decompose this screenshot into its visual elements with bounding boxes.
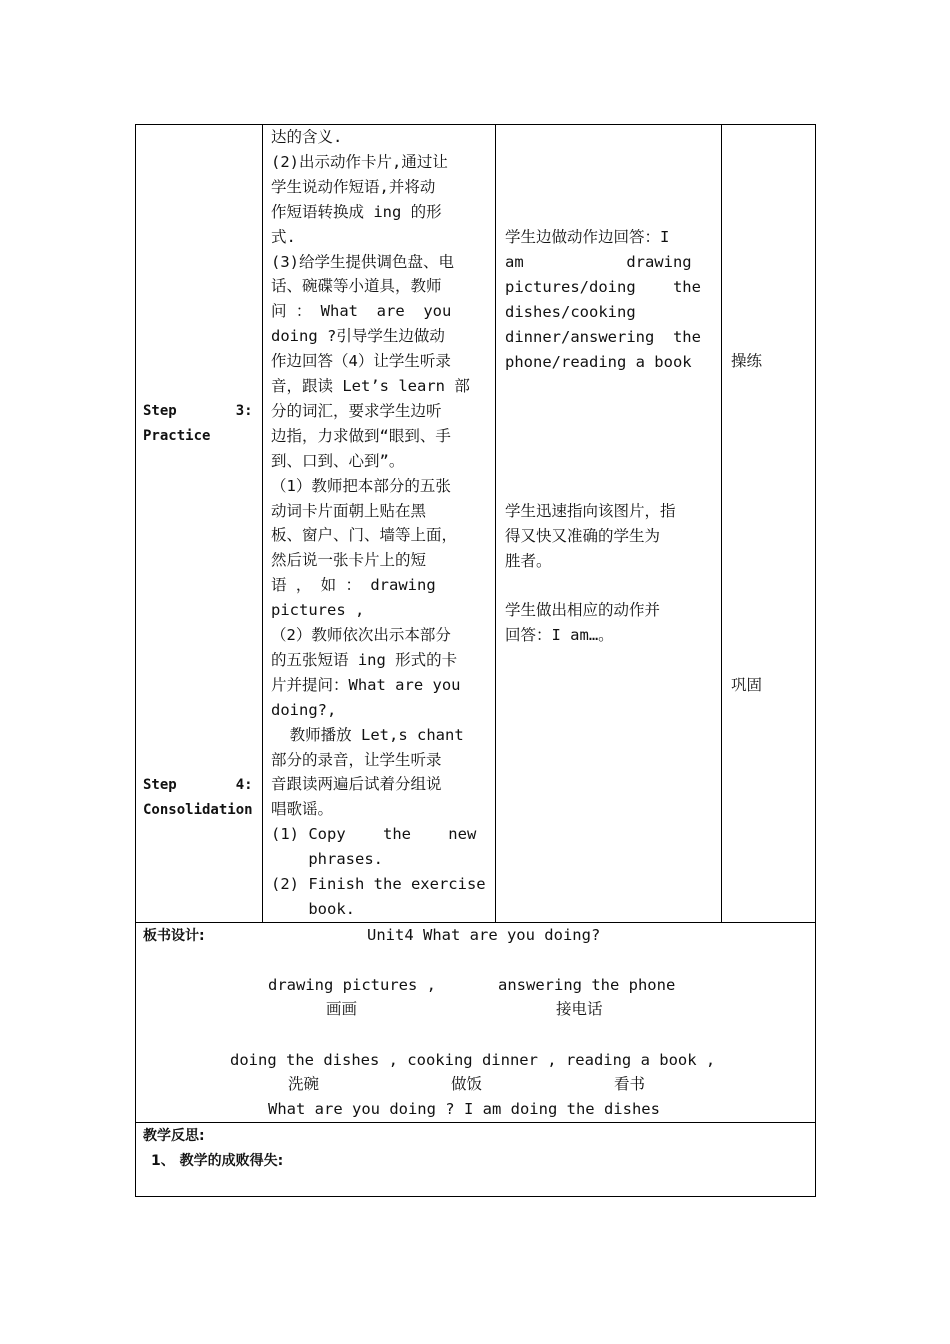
- teacher-activity-line-7: 话、碗碟等小道具，教师: [271, 277, 442, 296]
- teacher-activity-line-14: 到、口到、心到”。: [271, 451, 405, 470]
- student-activity-2-line-1: 学生迅速指向该图片，指: [505, 502, 676, 520]
- teacher-activity-line-8: 问 ： What are you: [271, 302, 452, 321]
- student-activity-1-line-4: dishes/cooking: [505, 302, 636, 321]
- teacher-activity-line-5: 式.: [271, 227, 296, 246]
- step3-label-line1: Step 3:: [143, 403, 253, 419]
- board-sentence: What are you doing ? I am doing the dishes: [268, 1100, 660, 1118]
- student-activity-1-line-6: phone/reading a book: [505, 352, 692, 371]
- column-divider-2: [495, 124, 496, 922]
- board-phrase-drawing-cn: 画画: [326, 1000, 358, 1018]
- table-border-left: [135, 124, 136, 1197]
- teacher-activity-line-10: 作边回答（4）让学生听录: [271, 352, 451, 371]
- student-activity-1-line-5: dinner/answering the: [505, 327, 701, 346]
- student-activity-1-line-3: pictures/doing the: [505, 277, 701, 296]
- board-phrase-drawing: drawing pictures ,: [268, 976, 436, 994]
- row-divider-reflection: [135, 1122, 816, 1123]
- teacher-activity-line-17: 板、窗户、门、墙等上面，: [271, 526, 458, 545]
- teacher-activity-line-25: 教师播放 Let,s chant: [271, 725, 464, 744]
- teacher-activity-line-11: 音，跟读 Let’s learn 部: [271, 377, 470, 395]
- teacher-activity-line-32: book.: [271, 899, 355, 918]
- teacher-activity-line-12: 分的词汇，要求学生边听: [271, 401, 442, 420]
- table-border-right: [815, 124, 816, 1197]
- teacher-activity-line-31: (2) Finish the exercise: [271, 875, 486, 893]
- teacher-activity-line-23: 片并提问：What are you: [271, 675, 461, 694]
- teacher-activity-line-21: （2）教师依次出示本部分: [271, 626, 451, 644]
- board-phrase-row2: doing the dishes , cooking dinner , reading a book ,: [230, 1051, 716, 1069]
- teacher-activity-line-9: doing ?引导学生边做动: [271, 327, 445, 346]
- teacher-activity-line-27: 音跟读两遍后试着分组说: [271, 775, 442, 794]
- teacher-activity-line-1: 达的含义.: [271, 128, 343, 146]
- student-activity-2-line-2: 得又快又准确的学生为: [505, 526, 661, 545]
- teacher-activity-line-13: 边指，力求做到“眼到、手: [271, 426, 451, 445]
- teacher-activity-line-28: 唱歌谣。: [271, 800, 334, 819]
- student-activity-2-line-3: 胜者。: [505, 551, 552, 570]
- board-title: Unit4 What are you doing?: [367, 926, 601, 944]
- teacher-activity-line-18: 然后说一张卡片上的短: [271, 551, 427, 570]
- column-divider-3: [721, 124, 722, 922]
- board-design-label: 板书设计:: [143, 928, 205, 944]
- teacher-activity-line-22: 的五张短语 ing 形式的卡: [271, 650, 458, 669]
- teacher-activity-line-15: （1）教师把本部分的五张: [271, 476, 451, 495]
- board-phrase-answering: answering the phone: [498, 976, 676, 994]
- reflection-label: 教学反思:: [143, 1128, 205, 1144]
- table-border-bottom: [135, 1196, 816, 1197]
- student-activity-3-line-1: 学生做出相应的动作并: [505, 601, 661, 619]
- board-cn-cooking: 做饭: [451, 1075, 483, 1093]
- teacher-activity-line-4: 作短语转换成 ing 的形: [271, 202, 442, 221]
- teacher-activity-line-3: 学生说动作短语,并将动: [271, 177, 436, 196]
- teacher-activity-line-19: 语 ， 如 ： drawing: [271, 576, 436, 595]
- board-cn-dishes: 洗碗: [288, 1075, 320, 1093]
- purpose-consolidation: 巩固: [731, 676, 763, 694]
- column-divider-1: [262, 124, 263, 922]
- board-cn-reading: 看书: [614, 1075, 646, 1093]
- teacher-activity-line-2: (2)出示动作卡片,通过让: [271, 152, 448, 171]
- purpose-practice: 操练: [731, 352, 763, 370]
- teacher-activity-line-6: (3)给学生提供调色盘、电: [271, 252, 454, 271]
- step4-label-line2: Consolidation: [143, 802, 253, 818]
- teacher-activity-line-30: phrases.: [271, 850, 383, 869]
- step4-label-line1: Step 4:: [143, 777, 253, 793]
- teacher-activity-line-29: (1) Copy the new: [271, 825, 477, 844]
- student-activity-1-line-2: am drawing: [505, 252, 692, 271]
- table-border-top: [135, 124, 816, 125]
- teacher-activity-line-24: doing?,: [271, 700, 337, 719]
- reflection-item-1: 1、 教学的成败得失:: [151, 1153, 284, 1169]
- teacher-activity-line-16: 动词卡片面朝上贴在黑: [271, 501, 427, 520]
- teacher-activity-line-26: 部分的录音，让学生听录: [271, 750, 442, 769]
- step3-label-line2: Practice: [143, 428, 211, 444]
- teacher-activity-line-20: pictures ,: [271, 601, 365, 620]
- student-activity-3-line-2: 回答：I am…。: [505, 625, 614, 644]
- board-phrase-answering-cn: 接电话: [556, 1000, 603, 1018]
- student-activity-1-line-1: 学生边做动作边回答：I: [505, 228, 670, 246]
